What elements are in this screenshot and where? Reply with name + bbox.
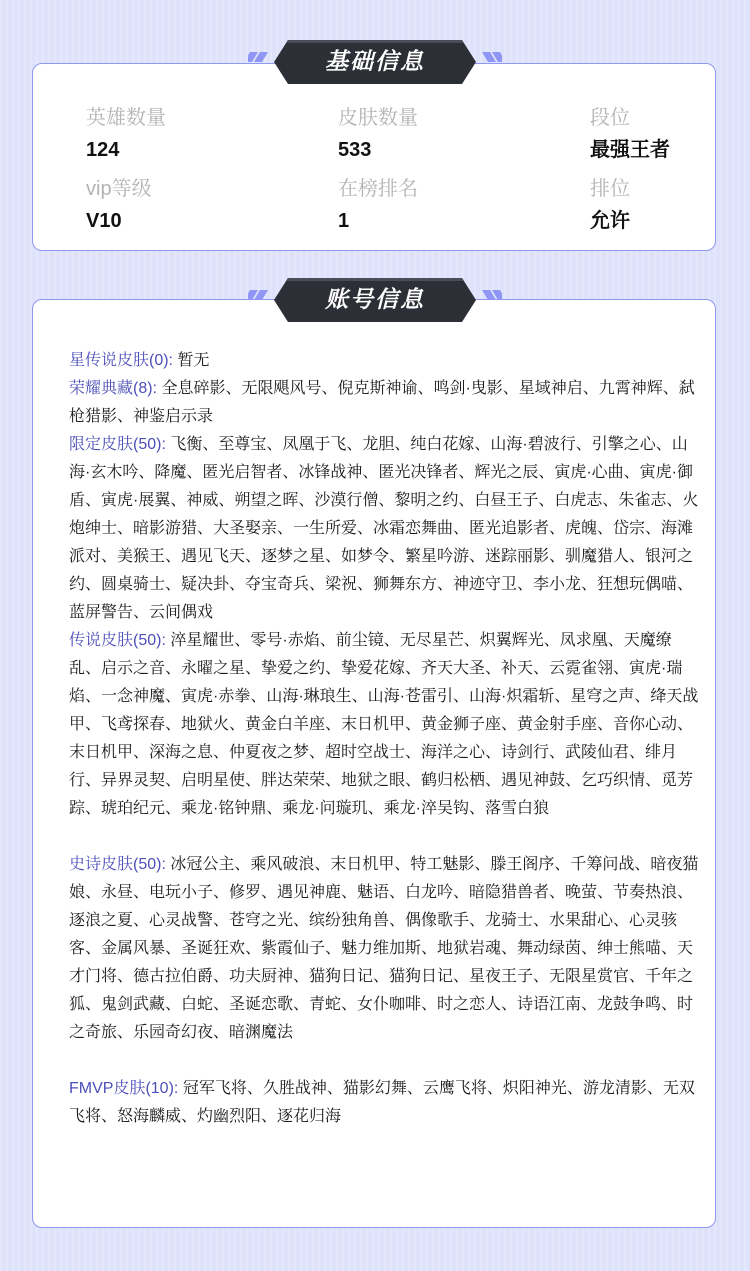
skin-category-label: 限定皮肤(50):	[69, 436, 166, 453]
stat-value: 124	[86, 139, 120, 161]
stat-skin-count	[338, 106, 418, 162]
skin-items: 全息碎影、无限飓风号、倪克斯神谕、鸣剑·曳影、星域神启、九霄神辉、弑枪猎影、神鉴启示录	[69, 380, 695, 425]
stat-vip-level	[86, 177, 152, 233]
skin-category-label: 荣耀典藏(8):	[69, 380, 158, 397]
stat-ranked-allowed	[590, 177, 630, 233]
stat-label: vip等级	[86, 178, 152, 200]
skin-category-epic	[69, 851, 701, 1047]
stat-label: 段位	[590, 107, 630, 129]
account-info-card	[32, 299, 716, 1228]
section-title: 基础信息	[325, 48, 425, 74]
stat-label: 皮肤数量	[338, 107, 418, 129]
stat-value: V10	[86, 210, 122, 232]
skin-category-label: FMVP皮肤(10):	[69, 1080, 179, 1097]
basic-info-card	[32, 63, 716, 251]
skin-category-fmvp	[69, 1075, 701, 1131]
skin-category-limited	[69, 431, 701, 627]
stat-value: 允许	[590, 210, 630, 232]
skin-category-legend	[69, 627, 701, 823]
stat-value: 533	[338, 139, 372, 161]
stat-label: 英雄数量	[86, 107, 166, 129]
stat-label: 排位	[590, 178, 630, 200]
skin-items: 冰冠公主、乘风破浪、末日机甲、特工魅影、滕王阁序、千筹问战、暗夜猫娘、永昼、电玩小子、修罗、遇见神鹿、魅语、白龙吟、暗隐猎兽者、晚萤、节奏热浪、逐浪之夏、心灵战警、苍穹之光、缤纷独角兽、偶像歌手、龙骑士、水果甜心、心灵骇客、金属风暴、圣诞狂欢、紫霞仙子、魅力维加斯、地狱岩魂、舞动绿茵、绅士熊喵、天才门将、德古拉伯爵、功夫厨神、猫狗日记、猫狗日记、星夜王子、无限星赏官、千年之狐、鬼剑武藏、白蛇、圣诞恋歌、青蛇、女仆咖啡、时之恋人、诗语江南、龙鼓争鸣、时之奇旅、乐园奇幻夜、暗渊魔法	[69, 856, 699, 1041]
stat-hero-count	[86, 106, 166, 162]
section-banner-basic	[248, 39, 502, 85]
stat-leaderboard-rank	[338, 177, 418, 233]
section-banner-account	[248, 277, 502, 323]
skin-items: 飞衡、至尊宝、凤凰于飞、龙胆、纯白花嫁、山海·碧波行、引擎之心、山海·玄木吟、降魔、匿光启智者、冰锋战神、匿光决锋者、辉光之辰、寅虎·心曲、寅虎·御盾、寅虎·展翼、神威、朔望之晖、沙漠行僧、黎明之约、白昼王子、白虎志、朱雀志、火炮绅士、暗影游猎、大圣娶亲、一生所爱、冰霜恋舞曲、匿光追影者、虎魄、岱宗、海滩派对、美猴王、遇见飞天、逐梦之星、如梦令、繁星吟游、迷踪丽影、驯魔猎人、银河之约、圆桌骑士、疑决卦、夺宝奇兵、梁祝、狮舞东方、神迹守卫、李小龙、狂想玩偶喵、蓝屏警告、云间偶戏	[69, 436, 699, 621]
stat-value: 1	[338, 210, 350, 232]
skin-category-label: 星传说皮肤(0):	[69, 352, 174, 369]
skin-items: 冠军飞将、久胜战神、猫影幻舞、云鹰飞将、炽阳神光、游龙清影、无双飞将、怒海麟威、灼幽烈阳、逐花归海	[69, 1080, 695, 1125]
skin-items: 暂无	[177, 352, 210, 369]
skin-list	[69, 347, 701, 1131]
skin-items: 淬星耀世、零号·赤焰、前尘镜、无尽星芒、炽翼辉光、凤求凰、天魔缭乱、启示之音、永曜之星、挚爱之约、挚爱花嫁、齐天大圣、补天、云霓雀翎、寅虎·瑞焰、一念神魔、寅虎·赤拳、山海·琳琅生、山海·苍雷引、山海·炽霜斩、星穹之声、绛天战甲、飞鸢探春、地狱火、黄金白羊座、末日机甲、黄金狮子座、黄金射手座、音你心动、末日机甲、深海之息、仲夏夜之梦、超时空战士、海洋之心、诗剑行、武陵仙君、绯月行、异界灵契、启明星使、胖达荣荣、地狱之眼、鹤归松栖、遇见神鼓、乞巧织情、觅芳踪、琥珀纪元、乘龙·铭钟鼎、乘龙·问璇玑、乘龙·淬吴钩、落雪白狼	[69, 632, 699, 817]
stat-label: 在榜排名	[338, 178, 418, 200]
skin-category-label: 史诗皮肤(50):	[69, 856, 166, 873]
stat-value: 最强王者	[590, 139, 670, 161]
skin-category-glory-collection	[69, 375, 701, 431]
skin-category-star-legend	[69, 347, 701, 375]
skin-category-label: 传说皮肤(50):	[69, 632, 166, 649]
section-title: 账号信息	[325, 286, 425, 312]
stat-rank-tier	[590, 106, 670, 162]
